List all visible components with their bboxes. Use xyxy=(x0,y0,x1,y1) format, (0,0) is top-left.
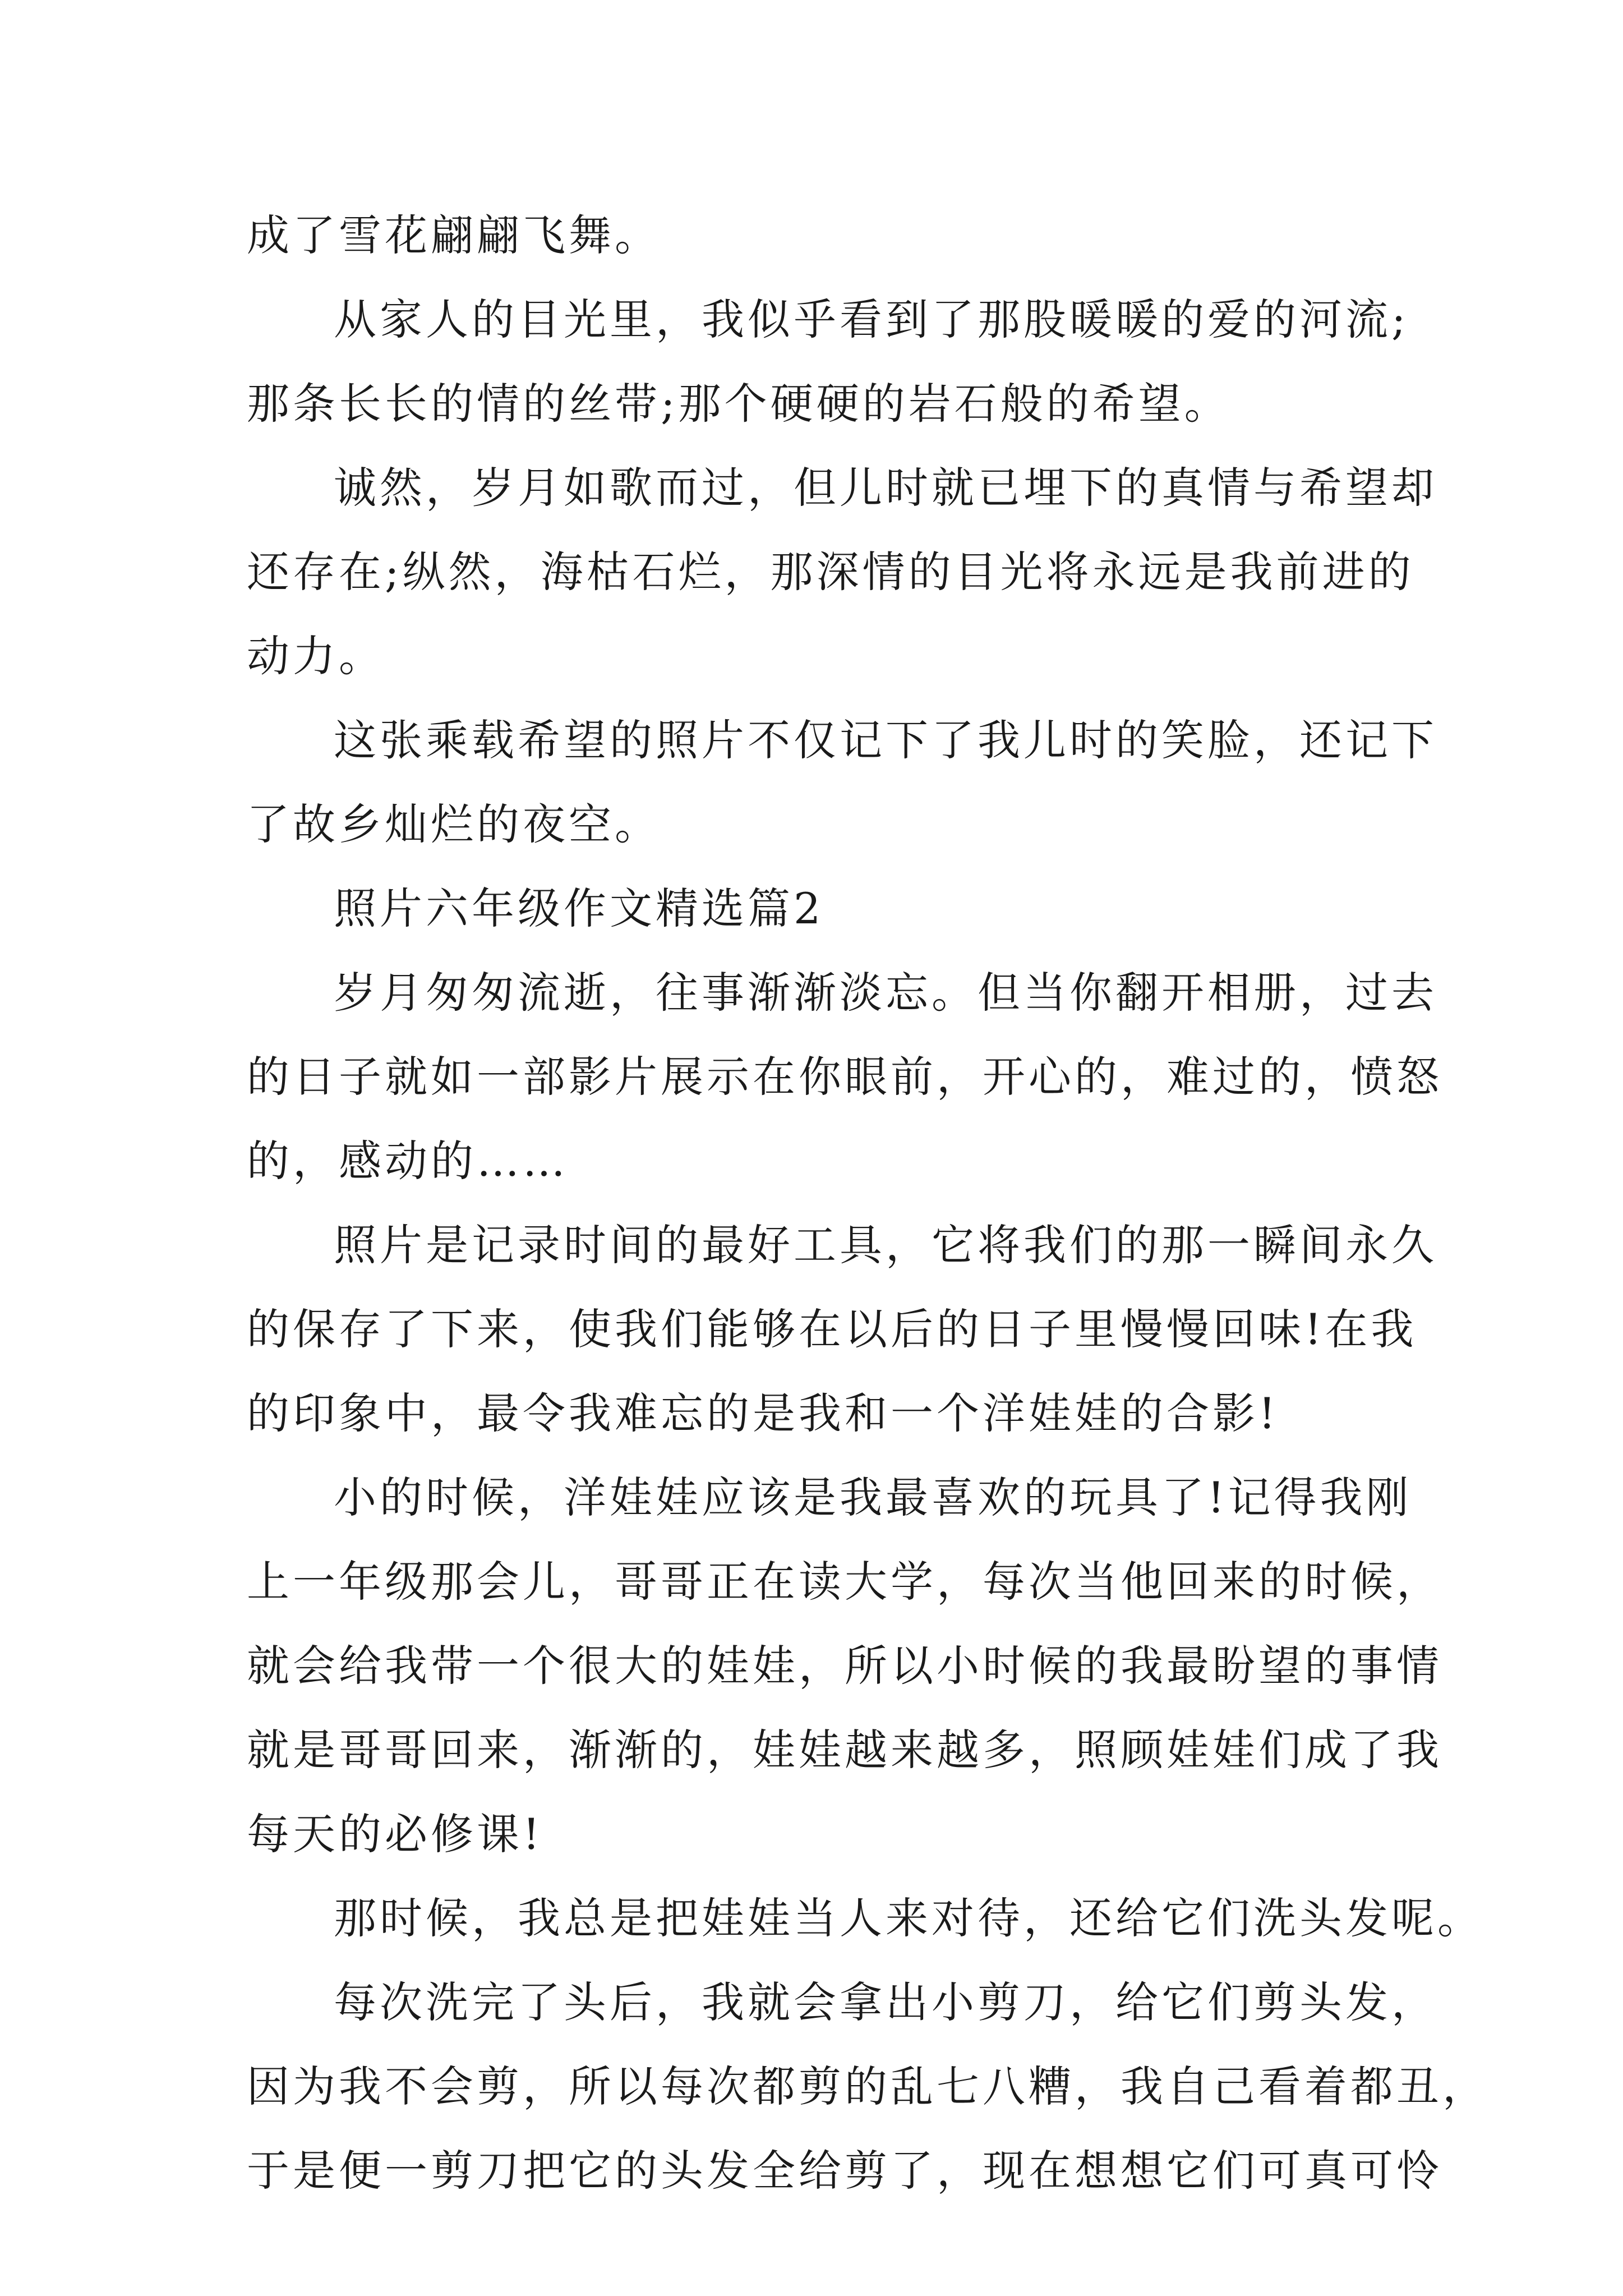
text-line: 成了雪花翩翩飞舞。 xyxy=(247,210,661,260)
text-line: 小的时候，洋娃娃应该是我最喜欢的玩具了!记得我刚 xyxy=(334,1473,1412,1522)
text-line: 的日子就如一部影片展示在你眼前，开心的，难过的，愤怒 xyxy=(247,1052,1442,1102)
text-line: 就是哥哥回来，渐渐的，娃娃越来越多，照顾娃娃们成了我 xyxy=(247,1725,1442,1775)
text-line: 还存在;纵然，海枯石烂，那深情的目光将永远是我前进的 xyxy=(247,547,1414,597)
text-line: 从家人的目光里，我似乎看到了那股暖暖的爱的河流; xyxy=(334,295,1409,344)
text-line: 岁月匆匆流逝，往事渐渐淡忘。但当你翻开相册，过去 xyxy=(334,968,1437,1018)
text-line: 因为我不会剪，所以每次都剪的乱七八糟，我自己看着都丑， xyxy=(247,2062,1488,2111)
text-line: 每次洗完了头后，我就会拿出小剪刀，给它们剪头发， xyxy=(334,1977,1437,2027)
text-line: 的，感动的…… xyxy=(247,1136,569,1186)
text-line: 的印象中，最令我难忘的是我和一个洋娃娃的合影! xyxy=(247,1388,1279,1438)
text-line: 动力。 xyxy=(247,631,385,681)
text-line: 的保存了下来，使我们能够在以后的日子里慢慢回味!在我 xyxy=(247,1304,1417,1354)
section-title: 照片六年级作文精选篇2 xyxy=(334,884,824,933)
text-line: 那时候，我总是把娃娃当人来对待，还给它们洗头发呢。 xyxy=(334,1893,1483,1943)
text-line: 就会给我带一个很大的娃娃，所以小时候的我最盼望的事情 xyxy=(247,1641,1442,1691)
text-line: 那条长长的情的丝带;那个硬硬的岩石般的希望。 xyxy=(247,379,1230,429)
essay-body xyxy=(247,194,1488,2213)
text-line: 了故乡灿烂的夜空。 xyxy=(247,799,661,849)
text-line: 每天的必修课! xyxy=(247,1809,543,1859)
text-line: 于是便一剪刀把它的头发全给剪了，现在想想它们可真可怜 xyxy=(247,2146,1442,2196)
text-line: 这张乘载希望的照片不仅记下了我儿时的笑脸，还记下 xyxy=(334,715,1437,765)
text-line: 诚然，岁月如歌而过，但儿时就已埋下的真情与希望却 xyxy=(334,463,1437,513)
text-line: 照片是记录时间的最好工具，它将我们的那一瞬间永久 xyxy=(334,1220,1437,1270)
text-line: 上一年级那会儿，哥哥正在读大学，每次当他回来的时候， xyxy=(247,1557,1442,1607)
